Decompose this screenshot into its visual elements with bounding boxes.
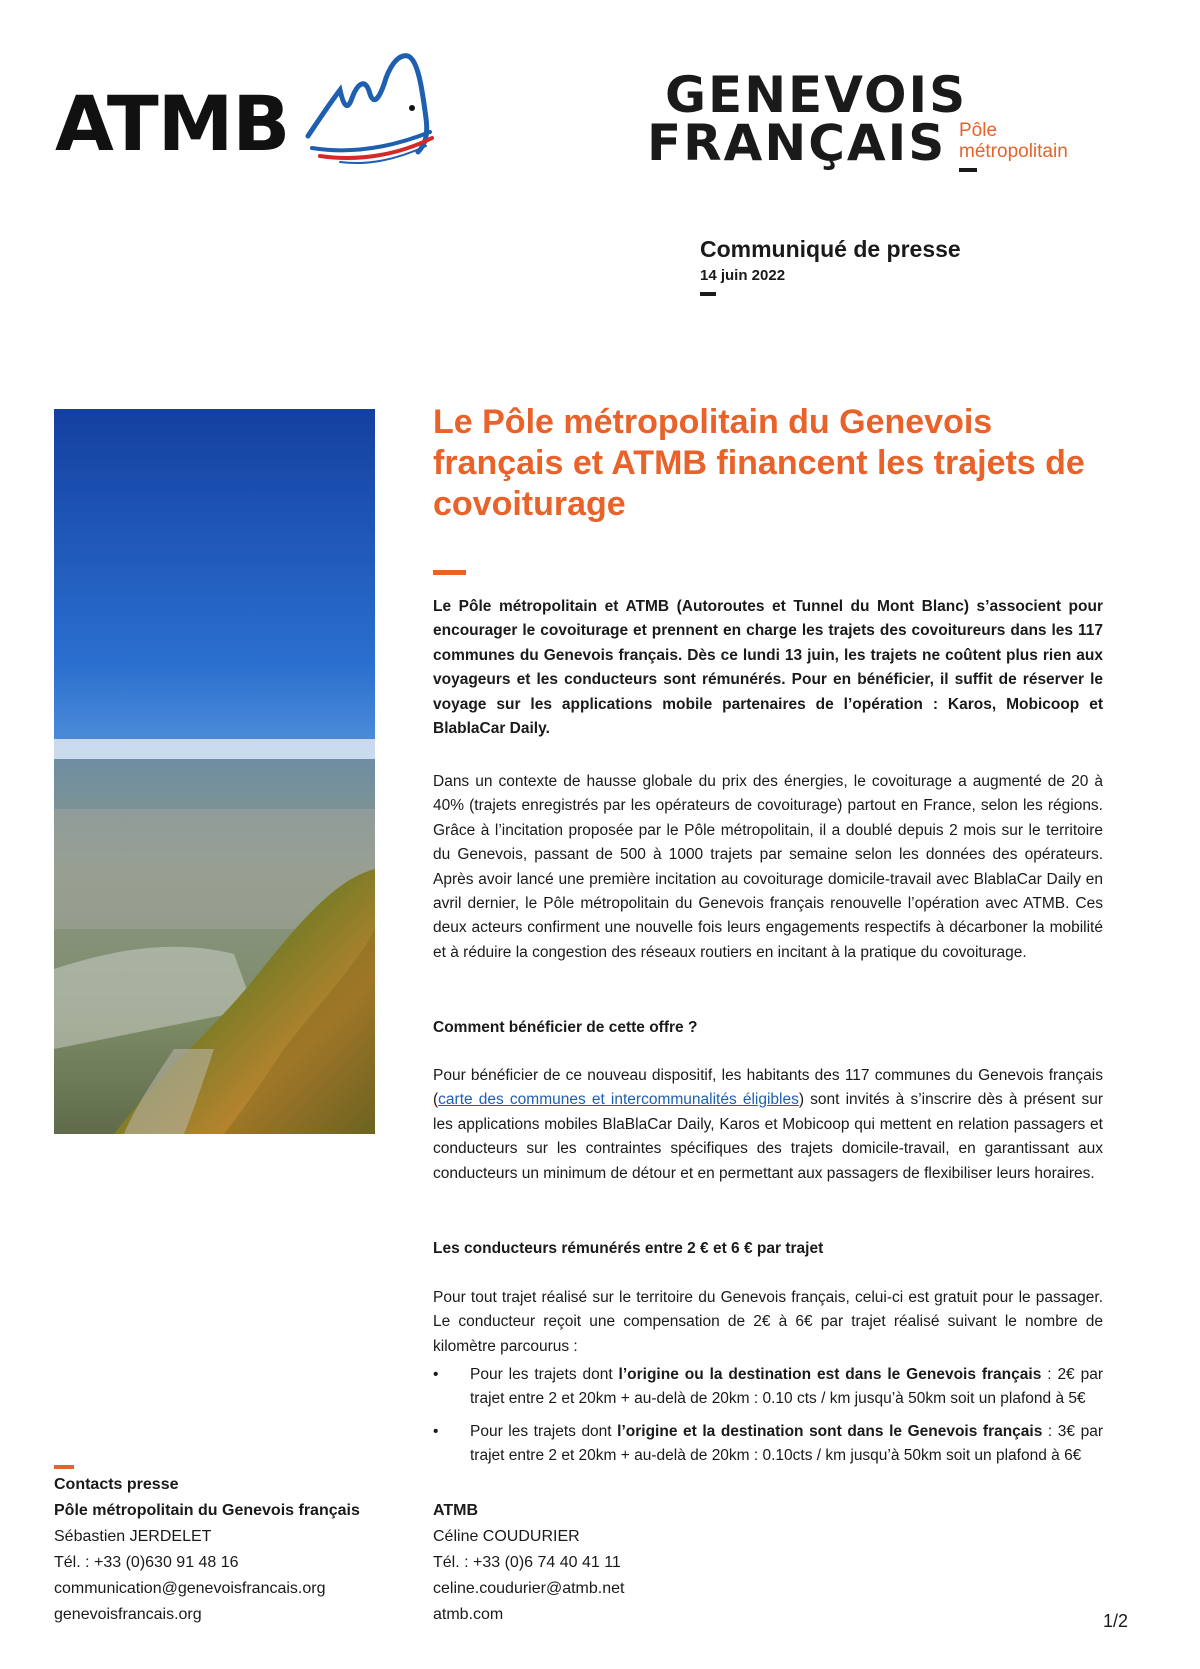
contacts-dash bbox=[54, 1465, 74, 1469]
contact-right-name: Céline COUDURIER bbox=[433, 1528, 580, 1545]
section-heading-drivers: Les conducteurs rémunérés entre 2 € et 6 € par trajet bbox=[433, 1240, 824, 1257]
contacts-heading: Contacts presse bbox=[54, 1476, 179, 1493]
section-heading-offer: Comment bénéficier de cette offre ? bbox=[433, 1019, 698, 1036]
contact-right-email[interactable]: celine.coudurier@atmb.net bbox=[433, 1580, 625, 1597]
lead-paragraph: Le Pôle métropolitain et ATMB (Autoroutes et Tunnel du Mont Blanc) s’associent pour encourager le covoiturage et prennent en charge les trajets des covoitureurs dans les 117 communes du Genevois français. Dès ce lundi 13 juin, les trajets ne coûtent plus rien aux voyageurs et les conducteurs sont rémunérés. Pour en bénéficier, il suffit de réserver le voyage sur les applications mobile partenaires de l’opération : Karos, Mobicoop et BlablaCar Daily. bbox=[433, 598, 1103, 738]
pole-metropolitain-label: Pôle métropolitain bbox=[959, 120, 1068, 162]
bullet-icon: • bbox=[433, 1366, 439, 1383]
list-item-post: : 2€ par trajet entre 2 et 20km + au-delà de 20km : 0.10 cts / km jusqu’à 50km soit un plafond à 5€ bbox=[470, 1366, 1103, 1408]
list-item-emphasis: l’origine et la destination sont dans le Genevois français bbox=[617, 1423, 1043, 1440]
list-item-pre: Pour les trajets dont bbox=[470, 1366, 619, 1383]
offer-text-after: ) sont invités à s’inscrire dès à présent sur les applications mobiles BlaBlaCar Daily, Karos et Mobicoop qui mettent en relation passagers et conducteurs sur les contraintes spécifiques des trajets domicile-travail, en garantissant aux conducteurs un minimum de détour et en permettant aux passagers de flexibiliser leurs horaires. bbox=[433, 1091, 1104, 1182]
contact-left-website[interactable]: genevoisfrancais.org bbox=[54, 1606, 202, 1623]
eligible-communes-link[interactable]: carte des communes et intercommunalités éligibles bbox=[438, 1091, 799, 1109]
contact-left-phone: Tél. : +33 (0)630 91 48 16 bbox=[54, 1554, 239, 1571]
list-item-emphasis: l’origine ou la destination est dans le Genevois français bbox=[618, 1366, 1042, 1383]
offer-paragraph bbox=[433, 1064, 1103, 1186]
offer-text-before: Pour bénéficier de ce nouveau dispositif, les habitants des 117 communes du Genevois français ( bbox=[433, 1067, 1103, 1109]
contact-left-org: Pôle métropolitain du Genevois français bbox=[54, 1502, 360, 1519]
press-release-label: Communiqué de presse bbox=[700, 236, 961, 262]
press-release-date: 14 juin 2022 bbox=[700, 267, 786, 284]
bullet-icon: • bbox=[433, 1423, 439, 1440]
drivers-paragraph: Pour tout trajet réalisé sur le territoire du Genevois français, celui-ci est gratuit pour le passager. Le conducteur reçoit une compensation de 2€ à 6€ par trajet réalisé suivant le nombre de kilomètre parcourus : bbox=[433, 1289, 1103, 1355]
logo-dash bbox=[959, 168, 977, 172]
article-title: Le Pôle métropolitain du Genevois français et ATMB financent les trajets de covoiturage bbox=[433, 403, 1085, 523]
page-number: 1/2 bbox=[1102, 1611, 1128, 1631]
genevois-francais-logo bbox=[647, 66, 1105, 180]
atmb-logo bbox=[55, 48, 435, 168]
atmb-mountain-mark bbox=[300, 48, 500, 168]
contact-left-name: Sébastien JERDELET bbox=[54, 1528, 212, 1545]
title-dash bbox=[433, 570, 466, 575]
contact-right-website[interactable]: atmb.com bbox=[433, 1606, 504, 1623]
list-item-text bbox=[470, 1363, 1103, 1412]
landscape-photo bbox=[54, 409, 375, 1134]
atmb-wordmark: ATMB bbox=[55, 79, 290, 168]
list-item-text bbox=[470, 1420, 1103, 1469]
contact-right-phone: Tél. : +33 (0)6 74 40 41 11 bbox=[433, 1554, 621, 1571]
genevois-wordmark: GENEVOIS bbox=[665, 66, 968, 124]
francais-wordmark: FRANÇAIS bbox=[647, 114, 947, 172]
list-item-post: : 3€ par trajet entre 2 et 20km + au-delà de 20km : 0.10cts / km jusqu’à 50km soit un plafond à 6€ bbox=[470, 1423, 1103, 1465]
context-paragraph: Dans un contexte de hausse globale du prix des énergies, le covoiturage a augmenté de 20 à 40% (trajets enregistrés par les opérateurs de covoiturage) partout en France, selon les régions. Grâce à l’incitation proposée par le Pôle métropolitain, il a doublé depuis 2 mois sur le territoire du Genevois, passant de 500 à 1000 trajets par semaine selon les données des opérateurs. Après avoir lancé une première incitation au covoiturage domicile-travail avec BlablaCar Daily en avril dernier, le Pôle métropolitain du Genevois français renouvelle l’opération avec ATMB. Ces deux acteurs confirment une nouvelle fois leurs engagements respectifs à décarboner la mobilité et à réduire la congestion des réseaux routiers en incitant à la pratique du covoiturage. bbox=[433, 773, 1103, 961]
contact-left-email[interactable]: communication@genevoisfrancais.org bbox=[54, 1580, 326, 1597]
press-dash bbox=[700, 292, 716, 296]
list-item-pre: Pour les trajets dont bbox=[470, 1423, 618, 1440]
contact-right-org: ATMB bbox=[433, 1502, 479, 1519]
